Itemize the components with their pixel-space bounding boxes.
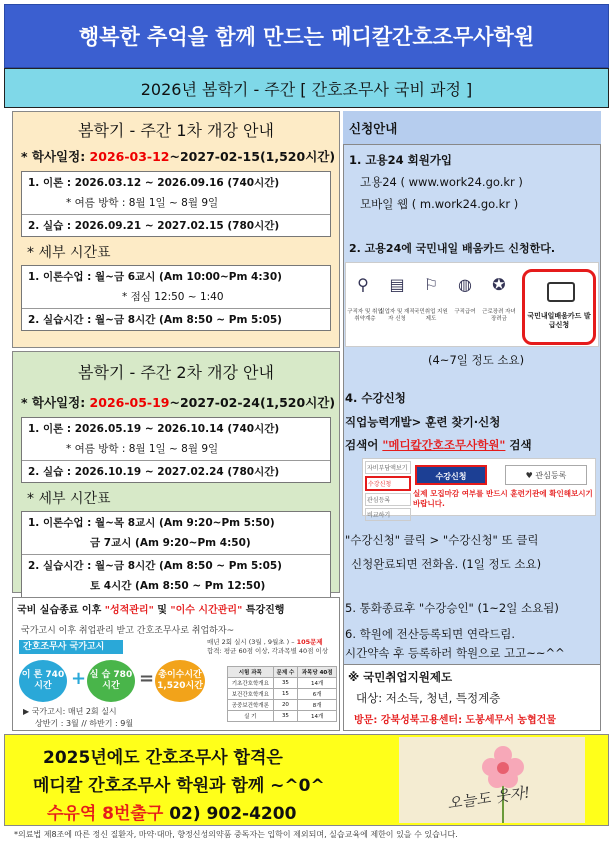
favorite-button[interactable]: ♥ 관심등록 <box>505 465 587 485</box>
click-instruction-1: "수강신청" 클릭 > "수강신청" 또 클릭 <box>345 533 539 547</box>
search-instruction: 검색어 "메디칼간호조무사학원" 검색 <box>345 438 532 452</box>
first-intake-section <box>12 111 340 348</box>
page-title: 행복한 추억을 함께 만드는 메디칼간호조무사학원 <box>78 25 535 49</box>
flag-icon: ⚐ <box>423 275 439 294</box>
step4-path: 직업능력개발> 훈련 찾기·신청 <box>345 415 501 429</box>
step1-label: 1. 고용24 회원가입 <box>349 153 453 167</box>
first-intake-timetable-box: 1. 이론수업 : 월~금 6교시 (Am 10:00~Pm 4:30) * 점심 12:50 ~ 1:40 2. 실습시간 : 월~금 8시간 (Am 8:50 ~ Pm 5:05) <box>21 265 331 331</box>
bottom-banner <box>4 734 609 826</box>
flower-icon <box>399 737 585 823</box>
second-intake-period-box: 1. 이론 : 2026.05.19 ~ 2026.10.14 (740시간) * 여름 방학 : 8월 1일 ~ 8월 9일 2. 실습 : 2026.10.19 ~ 2027.02.24 (780시간) <box>21 417 331 483</box>
program-visit: 방문: 강북성북고용센터: 도봉세무서 농협건물 <box>354 715 556 726</box>
work24-site-link[interactable]: 고용24 ( www.work24.go.kr ) <box>360 175 523 189</box>
step5-label: 5. 통화종료후 "수강승인" (1~2일 소요됨) <box>345 601 559 615</box>
bottom-line-1: 2025년에도 간호조무사 합격은 <box>43 748 283 768</box>
application-guide-header: 신청안내 <box>343 111 601 145</box>
flower-caption: 오늘도 웃자! <box>446 783 532 813</box>
card-icon <box>547 282 575 302</box>
total-hours-pill: 총이수시간 1,520시간 <box>155 660 205 702</box>
program-title: ※ 국민취업지원제도 <box>348 670 453 684</box>
coin-icon: ◍ <box>458 275 472 294</box>
service-icon-strip: ⚲ 구직자 및 취업취약계층 ▤ 실업자 및 재직자 신청 ⚐ 국민취업 지원제도 ◍ 구직급여 ✪ 근로장려 자녀장려금 국민내일배움카드 발급신청 <box>345 262 599 347</box>
second-intake-section <box>12 351 340 593</box>
exam-info: 매년 2회 실시 (3월 , 9월초 ) – 105문제 합격: 평균 60점 이상, 각과목별 40점 이상 <box>207 638 329 656</box>
click-instruction-2: 신청완료되면 전화옴. (1일 정도 소요) <box>351 557 542 571</box>
step6-note: 시간약속 후 등록하러 학원으로 고고~~^^ <box>345 646 565 660</box>
legal-footnote: *의료법 제8조에 따른 정신 질환자, 마약·대마, 향정신성의약품 중독자는 입학이 제외되며, 실습교육에 제한이 있을 수 있습니다. <box>14 830 458 839</box>
step4-label: 4. 수강신청 <box>345 391 406 405</box>
step2-duration-note: (4~7일 정도 소요) <box>428 353 525 367</box>
second-intake-title: 봄학기 - 주간 2차 개강 안내 <box>78 363 274 382</box>
first-intake-schedule: * 학사일정: 2026-03-12~2027-02-15(1,520시간) <box>21 149 336 164</box>
exam-subject-table: 시험 과목 문제 수 과목당 40점 기초간호학개요 35 14개 보건간호학개요 15 6개 공중보건학개론 20 8개 실 기 35 14개 <box>227 666 337 722</box>
step6-label: 6. 학원에 전산등록되면 연락드림. <box>345 627 516 641</box>
contact-line: 수유역 8번출구 02) 902-4200 <box>47 804 297 824</box>
course-subtitle: 2026년 봄학기 - 주간 [ 간호조무사 국비 과정 ] <box>140 79 473 99</box>
course-subtitle-banner <box>4 68 609 108</box>
national-exam-tag: 간호조무사 국가고시 <box>19 640 123 654</box>
person-icon: ⚲ <box>357 275 369 294</box>
document-icon: ▤ <box>389 275 405 294</box>
apply-side-menu: 자비부담액보기 수강신청 관심등록 비교하기 <box>365 461 411 523</box>
equals-sign: = <box>139 668 155 689</box>
second-intake-detail-title: * 세부 시간표 <box>27 491 111 507</box>
first-intake-detail-title: * 세부 시간표 <box>27 245 111 261</box>
learning-card-apply-button[interactable]: 국민내일배움카드 발급신청 <box>522 269 596 345</box>
practice-hours-pill: 실 습 780시간 <box>87 660 135 702</box>
apply-warning-note: 실제 모집마감 여부를 반드시 훈련기관에 확인해보시기 바랍니다. <box>413 489 593 509</box>
step2-label: 2. 고용24에 국민내일 배움카드 신청한다. <box>349 242 556 255</box>
employment-program-box <box>343 664 601 731</box>
work24-mobile-link[interactable]: 모바일 웹 ( m.work24.go.kr ) <box>360 197 519 211</box>
promo-headline: 국비 실습종료 이후 "성적관리" 및 "이수 시간관리" 특강진행 <box>17 605 285 616</box>
page-title-banner <box>4 4 609 68</box>
exam-frequency-note: ▶ 국가고시: 매년 2회 실시 <box>23 707 117 716</box>
first-intake-title: 봄학기 - 주간 1차 개강 안내 <box>78 121 274 140</box>
exam-months-note: 상반기 : 3월 // 하반기 : 9월 <box>35 719 134 728</box>
promo-subline: 국가고시 이후 취업관리 받고 간호조무사로 취업하자~ <box>21 626 235 636</box>
program-target: 대상: 저소득, 청년, 특정계층 <box>356 691 501 705</box>
medal-icon: ✪ <box>492 275 506 294</box>
first-intake-period-box: 1. 이론 : 2026.03.12 ~ 2026.09.16 (740시간) * 여름 방학 : 8월 1일 ~ 8월 9일 2. 실습 : 2026.09.21 ~ 2027.02.15 (780시간) <box>21 171 331 237</box>
exam-promo-panel <box>12 597 340 731</box>
second-intake-schedule: * 학사일정: 2026-05-19~2027-02-24(1,520시간) <box>21 395 336 410</box>
bottom-line-2: 메디칼 간호조무사 학원과 함께 ~^0^ <box>33 776 325 796</box>
course-apply-button[interactable]: 수강신청 <box>415 465 487 485</box>
theory-hours-pill: 이 론 740시간 <box>19 660 67 702</box>
course-apply-screenshot <box>362 458 596 519</box>
flower-image <box>399 737 585 823</box>
plus-sign: + <box>71 668 87 689</box>
second-intake-timetable-box: 1. 이론수업 : 월~목 8교시 (Am 9:20~Pm 5:50) 금 7교시 (Am 9:20~Pm 4:50) 2. 실습시간 : 월~금 8시간 (Am 8:50 ~ Pm 5:05) 토 4시간 (Am 8:50 ~ Pm 12:50) <box>21 511 331 598</box>
